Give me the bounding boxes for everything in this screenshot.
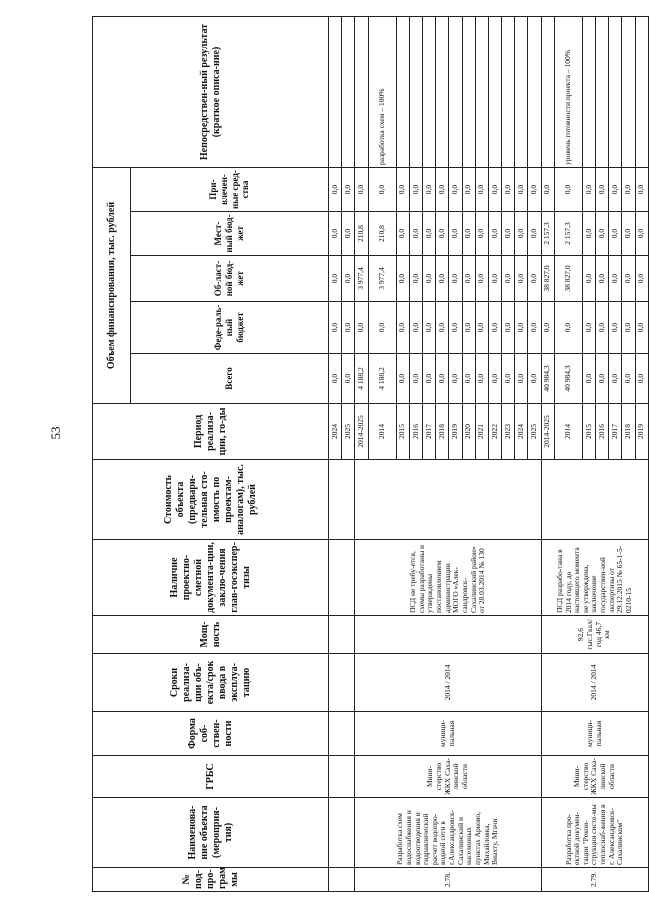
cell-attracted: 0,0 [422, 168, 435, 212]
cell-total: 40 984,3 [541, 354, 554, 404]
empty-cell [329, 868, 355, 892]
cell-result: уровень готовности проекта – 100% [554, 17, 582, 168]
object-docs: ПСД разрабо-тана в 2014 году, до настоящего момента не утверждена, заключение государствен-ной экспертизы от 29.12.2015 № 65-1-5-0210-15 [541, 540, 648, 616]
cell-federal: 0,0 [422, 302, 435, 354]
empty-cell [329, 798, 355, 868]
cell-local: 0,0 [409, 212, 422, 256]
cell-local: 2 157,3 [541, 212, 554, 256]
cell-total: 0,0 [502, 354, 515, 404]
empty-cell [329, 540, 355, 616]
cell-result [635, 17, 648, 168]
cell-regional: 0,0 [622, 256, 635, 302]
cell-local: 0,0 [342, 212, 355, 256]
empty-cell [329, 616, 355, 654]
cell-total: 0,0 [515, 354, 528, 404]
cell-federal: 0,0 [409, 302, 422, 354]
cell-federal: 0,0 [329, 302, 342, 354]
cell-period: 2019 [635, 404, 648, 460]
cell-attracted: 0,0 [582, 168, 595, 212]
cell-result [409, 17, 422, 168]
cell-federal: 0,0 [596, 302, 609, 354]
cell-attracted: 0,0 [541, 168, 554, 212]
cell-total: 0,0 [409, 354, 422, 404]
header-docs: Наличие проектно-сметной документа-ции, заклю-чения глав-госэкспер-тизы [93, 540, 329, 616]
cell-total: 40 984,3 [554, 354, 582, 404]
cell-attracted: 0,0 [554, 168, 582, 212]
header-total: Всего [131, 354, 329, 404]
page-number: 53 [48, 426, 63, 440]
program-objects-table [92, 16, 649, 892]
cell-period: 2018 [622, 404, 635, 460]
cell-result [475, 17, 488, 168]
cell-period: 2025 [528, 404, 541, 460]
table-body [329, 17, 649, 892]
header-num: № под-про-грам мы [93, 868, 329, 892]
cell-total: 0,0 [622, 354, 635, 404]
cell-period: 2018 [436, 404, 449, 460]
cell-federal: 0,0 [368, 302, 396, 354]
cell-regional: 0,0 [342, 256, 355, 302]
cell-federal: 0,0 [515, 302, 528, 354]
cell-local: 0,0 [609, 212, 622, 256]
object-name: Разработка схем водоснабжения и водоотведения и гидравлический расчет водопро-водной сети в г.Александровск-Сахалинский и населенных пунктах Арково, Михайловка, Виахту, Мгачи [355, 798, 541, 868]
cell-regional: 0,0 [396, 256, 409, 302]
cell-local: 0,0 [462, 212, 475, 256]
empty-cell [329, 712, 355, 756]
object-capacity: 92,6 тыс.Гкал/год 46,7 км [541, 616, 648, 654]
cell-federal: 0,0 [609, 302, 622, 354]
cell-attracted: 0,0 [502, 168, 515, 212]
cell-result [422, 17, 435, 168]
cell-total: 0,0 [436, 354, 449, 404]
cell-federal: 0,0 [488, 302, 501, 354]
cell-regional: 0,0 [462, 256, 475, 302]
cell-attracted: 0,0 [409, 168, 422, 212]
cell-period: 2014 [368, 404, 396, 460]
table-row [541, 17, 554, 892]
cell-total: 4 188,2 [355, 354, 368, 404]
cell-period: 2024 [329, 404, 342, 460]
header-ownership: Форма соб-ствен-ности [93, 712, 329, 756]
cell-result [329, 17, 342, 168]
cell-federal: 0,0 [502, 302, 515, 354]
cell-period: 2023 [502, 404, 515, 460]
cell-total: 0,0 [422, 354, 435, 404]
object-ownership: муници-пальная [355, 712, 541, 756]
cell-attracted: 0,0 [475, 168, 488, 212]
cell-period: 2022 [488, 404, 501, 460]
cell-attracted: 0,0 [449, 168, 462, 212]
cell-federal: 0,0 [396, 302, 409, 354]
cell-regional: 0,0 [475, 256, 488, 302]
cell-local: 0,0 [436, 212, 449, 256]
header-grbs: ГРБС [93, 756, 329, 798]
cell-result [502, 17, 515, 168]
cell-federal: 0,0 [475, 302, 488, 354]
cell-period: 2017 [609, 404, 622, 460]
rotated-page [92, 17, 646, 892]
cell-local: 0,0 [422, 212, 435, 256]
header-terms: Сроки реализа-ции объ-екта/срок ввода в эксплуа-тацию [93, 654, 329, 712]
cell-regional: 3 977,4 [355, 256, 368, 302]
cell-local: 0,0 [582, 212, 595, 256]
cell-result: разработка схем – 100% [368, 17, 396, 168]
cell-result [609, 17, 622, 168]
cell-local: 0,0 [596, 212, 609, 256]
cell-total: 0,0 [582, 354, 595, 404]
cell-regional: 0,0 [515, 256, 528, 302]
cell-period: 2014-2025 [541, 404, 554, 460]
cell-result [582, 17, 595, 168]
header-funding: Объем финансирования, тыс. рублей [93, 168, 131, 404]
cell-result [436, 17, 449, 168]
object-cost [355, 460, 541, 540]
cell-local: 0,0 [622, 212, 635, 256]
cell-period: 2017 [422, 404, 435, 460]
cell-federal: 0,0 [582, 302, 595, 354]
cell-attracted: 0,0 [342, 168, 355, 212]
object-number: 2.79. [541, 868, 648, 892]
cell-local: 210,8 [355, 212, 368, 256]
cell-result [488, 17, 501, 168]
cell-regional: 0,0 [449, 256, 462, 302]
cell-result [528, 17, 541, 168]
cell-attracted: 0,0 [329, 168, 342, 212]
cell-attracted: 0,0 [528, 168, 541, 212]
cell-regional: 0,0 [596, 256, 609, 302]
cell-federal: 0,0 [541, 302, 554, 354]
cell-local: 0,0 [329, 212, 342, 256]
object-number: 2.78. [355, 868, 541, 892]
cell-local: 0,0 [635, 212, 648, 256]
cell-period: 2020 [462, 404, 475, 460]
cell-local: 210,8 [368, 212, 396, 256]
cell-period: 2025 [342, 404, 355, 460]
cell-total: 0,0 [396, 354, 409, 404]
cell-regional: 38 827,0 [554, 256, 582, 302]
cell-result [449, 17, 462, 168]
cell-total: 0,0 [449, 354, 462, 404]
cell-attracted: 0,0 [635, 168, 648, 212]
object-terms: 2014 / 2014 [355, 654, 541, 712]
cell-federal: 0,0 [342, 302, 355, 354]
header-attracted: При-влечен-ные сред-ства [131, 168, 329, 212]
cell-result [462, 17, 475, 168]
object-capacity [355, 616, 541, 654]
empty-cell [329, 460, 355, 540]
cell-attracted: 0,0 [355, 168, 368, 212]
header-result: Непосредствен-ный результат (краткое описа-ние) [93, 17, 329, 168]
cell-local: 0,0 [502, 212, 515, 256]
table-row [355, 17, 368, 892]
cell-total: 0,0 [528, 354, 541, 404]
cell-regional: 3 977,4 [368, 256, 396, 302]
header-period: Период реализа-ции, го-ды [93, 404, 329, 460]
cell-regional: 0,0 [409, 256, 422, 302]
cell-attracted: 0,0 [436, 168, 449, 212]
cell-federal: 0,0 [528, 302, 541, 354]
cell-attracted: 0,0 [462, 168, 475, 212]
cell-attracted: 0,0 [396, 168, 409, 212]
cell-total: 0,0 [462, 354, 475, 404]
cell-period: 2014 [554, 404, 582, 460]
table-row [329, 17, 342, 892]
cell-local: 0,0 [396, 212, 409, 256]
cell-regional: 0,0 [635, 256, 648, 302]
cell-attracted: 0,0 [596, 168, 609, 212]
cell-regional: 0,0 [528, 256, 541, 302]
cell-total: 0,0 [342, 354, 355, 404]
cell-federal: 0,0 [436, 302, 449, 354]
cell-total: 0,0 [488, 354, 501, 404]
cell-result [596, 17, 609, 168]
cell-total: 4 188,2 [368, 354, 396, 404]
cell-regional: 0,0 [436, 256, 449, 302]
cell-period: 2019 [449, 404, 462, 460]
cell-total: 0,0 [609, 354, 622, 404]
cell-federal: 0,0 [635, 302, 648, 354]
cell-attracted: 0,0 [368, 168, 396, 212]
cell-period: 2021 [475, 404, 488, 460]
cell-period: 2024 [515, 404, 528, 460]
cell-regional: 0,0 [609, 256, 622, 302]
object-grbs: Мини-стерство ЖКХ Саха-линской области [355, 756, 541, 798]
cell-local: 2 157,3 [554, 212, 582, 256]
header-regional: Об-ласт-ной бюд-жет [131, 256, 329, 302]
cell-period: 2015 [396, 404, 409, 460]
cell-total: 0,0 [596, 354, 609, 404]
cell-total: 0,0 [329, 354, 342, 404]
cell-result [622, 17, 635, 168]
cell-regional: 0,0 [502, 256, 515, 302]
cell-attracted: 0,0 [609, 168, 622, 212]
cell-result [541, 17, 554, 168]
header-name: Наименова-ние объекта (мероприя-тия) [93, 798, 329, 868]
cell-federal: 0,0 [355, 302, 368, 354]
object-name: Разработка про-ектной докумен-тации "Рекон-струкция систе-мы теплоснаб-жения в г. Александровск-Сахалинском" [541, 798, 648, 868]
cell-period: 2014-2025 [355, 404, 368, 460]
object-docs: ПСД не требу-ется, схемы разработаны и утверждены постановлением администрации МОГО «Алек-сандровск-Сахалинский район» от 28.03.2014 № 130 [355, 540, 541, 616]
cell-attracted: 0,0 [488, 168, 501, 212]
cell-local: 0,0 [515, 212, 528, 256]
cell-result [515, 17, 528, 168]
cell-federal: 0,0 [622, 302, 635, 354]
cell-local: 0,0 [449, 212, 462, 256]
header-federal: Феде-раль-ный бюджет [131, 302, 329, 354]
header-capacity: Мощ-ность [93, 616, 329, 654]
cell-attracted: 0,0 [515, 168, 528, 212]
header-cost: Стоимость объекта (предвари-тельная сто-имость по проектам-аналогам), тыс. рублей [93, 460, 329, 540]
cell-attracted: 0,0 [622, 168, 635, 212]
cell-federal: 0,0 [554, 302, 582, 354]
header-local: Мест-ный бюд-жет [131, 212, 329, 256]
empty-cell [329, 654, 355, 712]
cell-local: 0,0 [488, 212, 501, 256]
cell-result [342, 17, 355, 168]
object-ownership: муници-пальная [541, 712, 648, 756]
cell-local: 0,0 [528, 212, 541, 256]
cell-result [355, 17, 368, 168]
cell-federal: 0,0 [449, 302, 462, 354]
object-grbs: Мини-стерство ЖКХ Саха-линской области [541, 756, 648, 798]
cell-regional: 0,0 [488, 256, 501, 302]
cell-regional: 0,0 [582, 256, 595, 302]
cell-local: 0,0 [475, 212, 488, 256]
cell-period: 2015 [582, 404, 595, 460]
cell-regional: 0,0 [329, 256, 342, 302]
cell-regional: 0,0 [422, 256, 435, 302]
cell-period: 2016 [409, 404, 422, 460]
cell-regional: 38 827,0 [541, 256, 554, 302]
cell-period: 2016 [596, 404, 609, 460]
cell-total: 0,0 [475, 354, 488, 404]
cell-result [396, 17, 409, 168]
object-cost [541, 460, 648, 540]
cell-federal: 0,0 [462, 302, 475, 354]
object-terms: 2014 / 2014 [541, 654, 648, 712]
cell-total: 0,0 [635, 354, 648, 404]
empty-cell [329, 756, 355, 798]
